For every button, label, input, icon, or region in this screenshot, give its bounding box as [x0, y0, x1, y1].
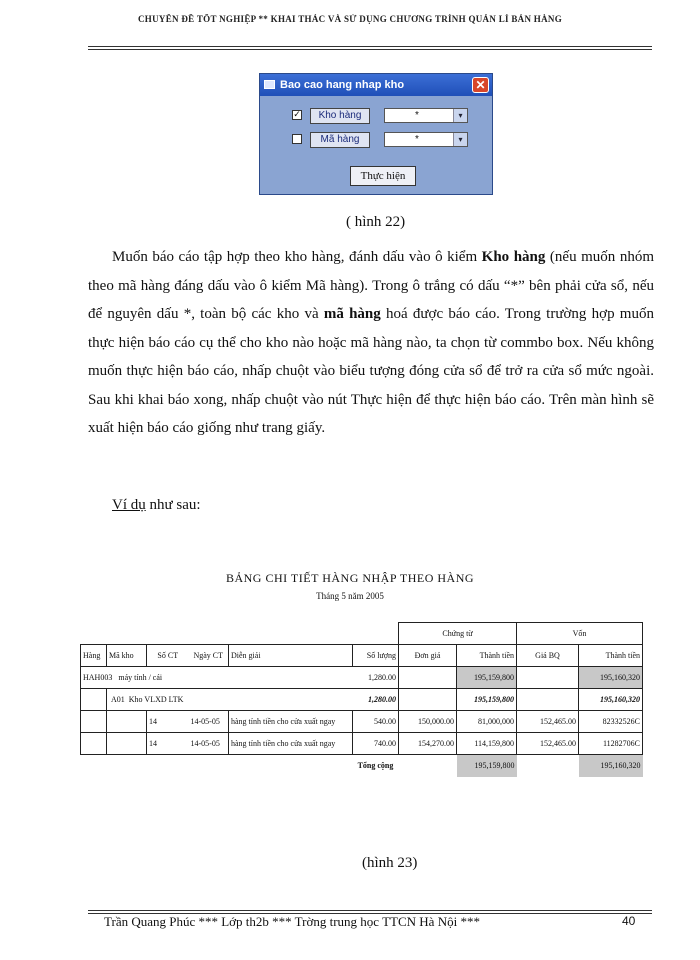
total-von: 195,160,320: [579, 755, 643, 777]
item-amount: 195,159,800: [457, 667, 517, 689]
example-line: [112, 497, 201, 514]
col-header: Ngày CT: [189, 645, 229, 667]
footer-rule: [88, 910, 652, 911]
total-label: Tổng cộng: [357, 761, 394, 771]
kho-hang-checkbox[interactable]: ✓: [293, 110, 301, 120]
table-row: [81, 711, 643, 733]
figure-22-caption: ( hình 22): [346, 214, 406, 230]
dien-giai: hàng tính tiền cho cửa xuất ngay: [229, 711, 353, 733]
kho-name: Kho VLXD LTK: [128, 695, 184, 704]
kho-hang-button[interactable]: Kho hàng: [310, 108, 370, 124]
figure-23-caption: (hình 23): [362, 855, 418, 871]
qty: 740.00: [353, 733, 399, 755]
report-title: BẢNG CHI TIẾT HÀNG NHẬP THEO HÀNG: [225, 571, 475, 585]
header-rule-2: [88, 49, 652, 50]
ngay-ct: 14-05-05: [189, 733, 229, 755]
item-cell: [81, 667, 353, 689]
kho-hang-combo-value: *: [415, 110, 419, 121]
kho-qty: 1,280.00: [353, 689, 399, 711]
para-bold-kho-hang: Kho hàng: [481, 249, 546, 265]
kho-amount: 195,159,800: [457, 689, 517, 711]
header-rule: [88, 46, 652, 47]
app-icon: [264, 80, 275, 89]
table-row: [81, 667, 643, 689]
group-header-von: Vốn: [517, 623, 643, 645]
gia-bq: 152,465.00: [517, 733, 579, 755]
table-row: [81, 623, 643, 645]
page-number: 40: [622, 914, 636, 928]
ma-hang-combo[interactable]: [384, 132, 468, 147]
item-von-amount: 195,160,320: [579, 667, 643, 689]
chevron-down-icon[interactable]: ▾: [453, 109, 467, 122]
report-subtitle: Tháng 5 năm 2005: [316, 591, 384, 601]
table-row: [81, 733, 643, 755]
col-header: Mã kho: [107, 645, 147, 667]
footer-text: Trần Quang Phúc *** Lớp th2b *** Trờng trung học TTCN Hà Nội ***: [104, 914, 480, 929]
para-text-2: (nếu muốn nhóm theo mã hàng đáng dấu vào ô kiểm Mã hàng). Trong ô trắng có dấu “*” bên phải cửa sổ, nếu để nguyên dấu *, toàn bộ các kho và: [88, 249, 654, 322]
group-header-chung-tu: Chứng từ: [399, 623, 517, 645]
col-header: Diễn giải: [229, 645, 353, 667]
kho-cell: [107, 689, 353, 711]
kho-von-amount: 195,160,320: [579, 689, 643, 711]
col-header: Số lượng: [353, 645, 399, 667]
report-table: [80, 622, 643, 777]
von-amount: 11282706C: [579, 733, 643, 755]
report-dialog: [259, 73, 493, 195]
don-gia: 150,000.00: [399, 711, 457, 733]
item-qty: 1,280.00: [353, 667, 399, 689]
kho-code: A01: [111, 695, 125, 704]
col-header: Đơn giá: [399, 645, 457, 667]
table-row: [81, 689, 643, 711]
total-amount: 195,159,800: [457, 755, 517, 777]
gia-bq: 152,465.00: [517, 711, 579, 733]
table-total-row: [81, 755, 643, 777]
table-header-row: [81, 645, 643, 667]
so-ct: 14: [147, 733, 189, 755]
close-icon[interactable]: ✕: [472, 77, 489, 93]
item-name: máy tính / cái: [118, 673, 163, 682]
col-header: Thành tiền: [579, 645, 643, 667]
ma-hang-combo-value: *: [415, 134, 419, 145]
dialog-body: [280, 106, 476, 190]
para-text-1: Muốn báo cáo tập hợp theo kho hàng, đánh dấu vào ô kiểm: [112, 249, 482, 265]
kho-hang-combo[interactable]: [384, 108, 468, 123]
dialog-title-bar: [260, 74, 492, 96]
run-button[interactable]: Thực hiện: [350, 166, 416, 186]
so-ct: 14: [147, 711, 189, 733]
qty: 540.00: [353, 711, 399, 733]
example-label: Ví dụ: [112, 497, 146, 513]
para-text-3: hoá được báo cáo. Trong trường hợp muốn thực hiện báo cáo cụ thể cho kho nào hoặc mã hàng nào, ta chọn từ commbo box. Nếu không muốn thực hiện báo cáo, nhấp chuột vào biểu tượng đóng cửa sổ để trở ra cửa sổ mức ngoài. Sau khi khai báo xong, nhấp chuột vào nút Thực hiện để thực hiện báo cáo. Trên màn hình sẽ xuất hiện báo cáo giống như trang giấy.: [88, 306, 654, 436]
col-header: Số CT: [147, 645, 189, 667]
amount: 114,159,800: [457, 733, 517, 755]
ma-hang-button[interactable]: Mã hàng: [310, 132, 370, 148]
amount: 81,000,000: [457, 711, 517, 733]
col-header: Giá BQ: [517, 645, 579, 667]
chevron-down-icon[interactable]: ▾: [453, 133, 467, 146]
von-amount: 82332526C: [579, 711, 643, 733]
item-code: HAH003: [83, 673, 113, 682]
col-header: Thành tiền: [457, 645, 517, 667]
ma-hang-checkbox[interactable]: [292, 134, 302, 144]
dialog-title: Bao cao hang nhap kho: [280, 79, 405, 91]
ngay-ct: 14-05-05: [189, 711, 229, 733]
para-bold-ma-hang: mã hàng: [323, 306, 381, 322]
running-header: CHUYÊN ĐỀ TỐT NGHIỆP ** KHAI THÁC VÀ SỬ DỤNG CHƯƠNG TRÌNH QUẢN LÍ BÁN HÀNG: [138, 14, 562, 24]
dien-giai: hàng tính tiền cho cửa xuất ngay: [229, 733, 353, 755]
example-rest: như sau:: [145, 497, 201, 513]
col-header: Hàng: [81, 645, 107, 667]
don-gia: 154,270.00: [399, 733, 457, 755]
body-paragraph: [88, 243, 654, 443]
